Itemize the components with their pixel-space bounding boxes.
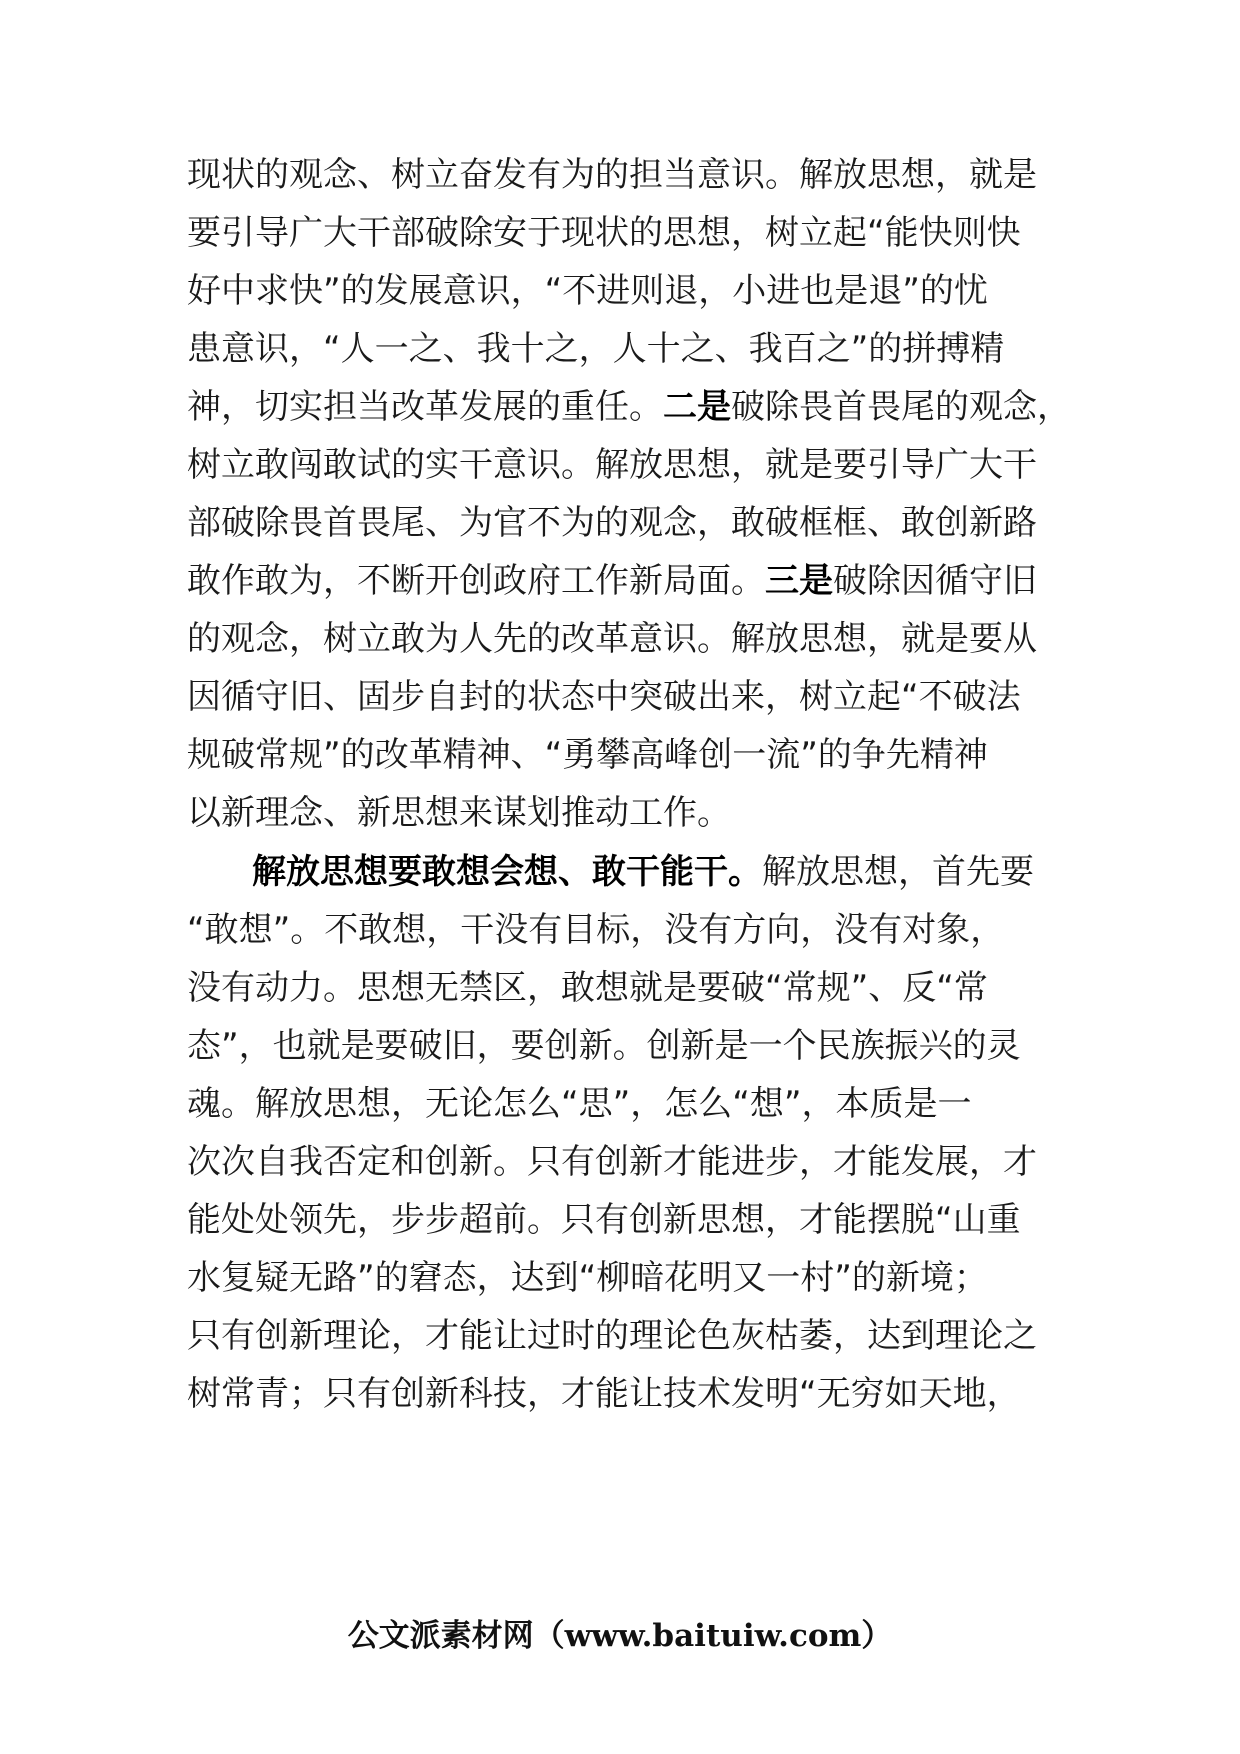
text-run: 敢作敢为，不断开创政府工作新局面。 [187,561,765,601]
text-run: 现状的观念、树立奋发有为的担当意识。解放思想，就是 [187,155,1037,195]
text-line [187,1072,1087,1136]
text-line [187,723,1087,787]
text-run: 的观念，树立敢为人先的改革意识。解放思想，就是要从 [187,619,1037,659]
text-run: 水复疑无路”的窘态，达到“柳暗花明又一村”的新境； [187,1258,988,1298]
text-run: 部破除畏首畏尾、为官不为的观念，敢破框框、敢创新路 [187,503,1037,543]
text-run: 次次自我否定和创新。只有创新才能进步，才能发展，才 [187,1142,1037,1182]
text-line [187,1304,1087,1368]
text-line [187,956,1087,1020]
text-run: 神，切实担当改革发展的重任。 [187,387,663,427]
text-run: 好中求快”的发展意识，“不进则退，小进也是退”的忧 [187,271,988,311]
text-run: 只有创新理论，才能让过时的理论色灰枯萎，达到理论之 [187,1316,1037,1356]
text-line [187,491,1087,555]
text-line [187,143,1087,207]
bold-marker: 三是 [765,561,833,601]
text-line [187,781,1087,845]
paragraph-heading: 解放思想要敢想会想、敢干能干。 [252,852,762,892]
text-run: 树常青；只有创新科技，才能让技术发明“无穷如天地， [187,1374,1021,1414]
text-line [187,1130,1087,1194]
bold-marker: 二是 [663,387,731,427]
text-run: 态”，也就是要破旧，要创新。创新是一个民族振兴的灵 [187,1026,1021,1066]
text-line [187,201,1087,265]
text-run: 破除因循守旧 [833,561,1037,601]
text-line [187,317,1087,381]
text-run: 魂。解放思想，无论怎么“思”，怎么“想”，本质是一 [187,1084,972,1124]
text-run: 患意识，“人一之、我十之，人十之、我百之”的拼搏精 [187,329,1005,369]
text-line [187,259,1087,323]
text-run: 没有动力。思想无禁区，敢想就是要破“常规”、反“常 [187,968,988,1008]
text-line [187,1188,1087,1252]
text-run: 因循守旧、固步自封的状态中突破出来，树立起“不破法 [187,677,1021,717]
text-run: 破除畏首畏尾的观念， [731,387,1071,427]
text-line [187,1246,1087,1310]
text-line [187,549,1087,613]
text-line [187,665,1087,729]
text-run: 要引导广大干部破除安于现状的思想，树立起“能快则快 [187,213,1021,253]
paragraph-heading-line [252,840,1152,904]
text-line [187,1362,1087,1426]
text-line [187,607,1087,671]
text-line [187,375,1147,439]
text-run: 解放思想，首先要 [762,852,1034,892]
text-line [187,433,1087,497]
text-run: 树立敢闯敢试的实干意识。解放思想，就是要引导广大干 [187,445,1037,485]
text-run: “敢想”。不敢想，干没有目标，没有方向，没有对象， [187,910,1005,950]
text-run: 规破常规”的改革精神、“勇攀高峰创一流”的争先精神 [187,735,988,775]
text-line [187,898,1087,962]
page-footer-source: 公文派素材网（www.baituiw.com） [347,1618,893,1654]
text-run: 能处处领先，步步超前。只有创新思想，才能摆脱“山重 [187,1200,1021,1240]
text-run: 以新理念、新思想来谋划推动工作。 [187,793,731,833]
text-line [187,1014,1087,1078]
